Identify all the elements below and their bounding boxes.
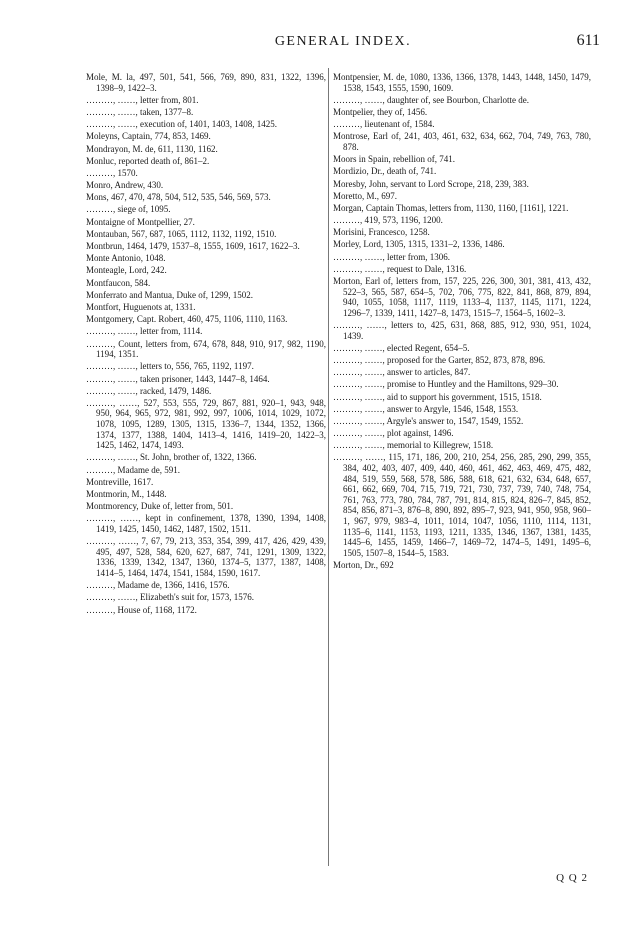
- index-entry: ………, ……, proposed for the Garter, 852, 873, 878, 896.: [333, 354, 546, 365]
- index-entry: Montrose, Earl of, 241, 403, 461, 632, 634, 662, 704, 749, 763, 780, 878.: [333, 131, 591, 152]
- index-entry: Montpensier, M. de, 1080, 1336, 1366, 1378, 1443, 1448, 1450, 1479, 1538, 1543, 1555, 1590, 1609.: [333, 72, 591, 93]
- index-entry: ………, ……, Argyle's answer to, 1547, 1549, 1552.: [333, 415, 524, 426]
- index-entry: ………, ……, St. John, brother of, 1322, 1366.: [86, 452, 257, 463]
- index-entry: Morley, Lord, 1305, 1315, 1331–2, 1336, 1486.: [333, 239, 505, 250]
- index-entry: Montauban, 567, 687, 1065, 1112, 1132, 1192, 1510.: [86, 228, 277, 239]
- index-entry: Morgan, Captain Thomas, letters from, 1130, 1160, [1161], 1221.: [333, 202, 569, 213]
- index-entry: Montmorin, M., 1448.: [86, 489, 167, 499]
- index-entry: Monro, Andrew, 430.: [86, 180, 164, 191]
- index-entry: Moretto, M., 697.: [333, 190, 397, 201]
- index-entry: Monferrato and Mantua, Duke of, 1299, 1502.: [86, 289, 253, 300]
- index-entry: Montgomery, Capt. Robert, 460, 475, 1106, 1110, 1163.: [86, 314, 288, 325]
- index-entry: Moleyns, Captain, 774, 853, 1469.: [86, 131, 211, 142]
- index-entry: Monluc, reported death of, 861–2.: [86, 155, 210, 166]
- index-entry: ………, ……, answer to articles, 847.: [333, 367, 471, 378]
- index-entry: ………, 419, 573, 1196, 1200.: [333, 215, 443, 226]
- index-entry: ………, ……, promise to Huntley and the Hamiltons, 929–30.: [333, 379, 559, 390]
- index-entry: ………, ……, 115, 171, 186, 200, 210, 254, 256, 285, 290, 299, 355, 384, 402, 403, 407, 409, 440, 460, 461, 462, 463, 469, 475, 482, 484, 519, 559, 568, 578, 586, 588, 618, 621, 632, 634, 648, 657, 661, 662, 669, 704, 715, 719, 721, 730, 737, 739, 740, 748, 754, 761, 763, 773, 780, 784, 787, 791, 814, 815, 824, 826–7, 845, 852, 854, 856, 871–3, 876–8, 890, 892, 895–7, 923, 941, 950, 958, 960–1, 967, 979, 983–4, 1011, 1014, 1047, 1056, 1110, 1114, 1131, 1135–6, 1141, 1153, 1193, 1211, 1335, 1346, 1367, 1381, 1435, 1445–6, 1455, 1459, 1466–7, 1469–72, 1474–5, 1491, 1495–6, 1505, 1507–8, 1544–5, 1583.: [333, 452, 591, 558]
- index-entry: Morisini, Francesco, 1258.: [333, 227, 430, 238]
- index-entry: ………, House of, 1168, 1172.: [86, 604, 197, 615]
- index-entry: ………, ……, elected Regent, 654–5.: [333, 342, 470, 353]
- index-entry: ………, ……, taken, 1377–8.: [86, 106, 194, 117]
- index-entry: ………, lieutenant of, 1584.: [333, 119, 435, 130]
- index-entry: Monteagle, Lord, 242.: [86, 265, 167, 276]
- index-entry: Montmorency, Duke of, letter from, 501.: [86, 501, 234, 512]
- index-entry: ………, ……, letter from, 1114.: [86, 326, 203, 337]
- index-entry: Morton, Earl of, letters from, 157, 225, 226, 300, 301, 381, 413, 432, 522–3, 565, 587, 654–5, 702, 706, 775, 822, 841, 868, 879, 894, 940, 1055, 1058, 1117, 1119, 1133–4, 1137, 1145, 1171, 1224, 1296–7, 1339, 1411, 1427–8, 1473, 1515–7, 1564–5, 1602–3.: [333, 276, 591, 318]
- index-entry: Mole, M. la, 497, 501, 541, 566, 769, 890, 831, 1322, 1396, 1398–9, 1422–3.: [86, 72, 326, 93]
- index-entry: ………, ……, letters to, 556, 765, 1192, 1197.: [86, 361, 254, 372]
- index-entry: Montreville, 1617.: [86, 476, 154, 487]
- running-header: [86, 30, 600, 54]
- index-entry: ………, ……, taken prisoner, 1443, 1447–8, 1464.: [86, 373, 270, 384]
- index-entry: Montfaucon, 584.: [86, 277, 151, 288]
- index-entry: ………, ……, aid to support his government, 1515, 1518.: [333, 391, 542, 402]
- index-entry: ………, ……, letter from, 1306.: [333, 251, 450, 262]
- signature-mark: Q Q 2: [556, 872, 588, 884]
- index-entry: ………, Madame de, 1366, 1416, 1576.: [86, 580, 230, 591]
- index-entry: ………, ……, plot against, 1496.: [333, 428, 454, 439]
- index-entry: Mons, 467, 470, 478, 504, 512, 535, 546, 569, 573.: [86, 192, 271, 203]
- index-entry: ………, ……, racked, 1479, 1486.: [86, 385, 212, 396]
- index-entry: ………, ……, kept in confinement, 1378, 1390, 1394, 1408, 1419, 1425, 1450, 1462, 1487, 1502, 1511.: [86, 513, 326, 534]
- index-entry: ………, siege of, 1095.: [86, 204, 171, 215]
- index-entry: Montbrun, 1464, 1479, 1537–8, 1555, 1609, 1617, 1622–3.: [86, 241, 300, 252]
- index-entry: ………, Madame de, 591.: [86, 464, 180, 475]
- index-entry: ………, ……, request to Dale, 1316.: [333, 263, 467, 274]
- index-entry: Monte Antonio, 1048.: [86, 253, 166, 264]
- index-entry: Montpelier, they of, 1456.: [333, 106, 428, 117]
- index-entry: ………, ……, execution of, 1401, 1403, 1408, 1425.: [86, 119, 277, 130]
- index-entry: ………, ……, daughter of, see Bourbon, Charlotte de.: [333, 94, 529, 105]
- index-entry: ………, Count, letters from, 674, 678, 848, 910, 917, 982, 1190, 1194, 1351.: [86, 338, 326, 360]
- index-entry: ………, ……, Elizabeth's suit for, 1573, 1576.: [86, 592, 254, 603]
- index-entry: Montfort, Huguenots at, 1331.: [86, 301, 196, 312]
- right-index-column: [333, 72, 591, 572]
- index-entry: ………, ……, 527, 553, 555, 729, 867, 881, 920–1, 943, 948, 950, 964, 965, 972, 981, 992, 997, 1006, 1014, 1029, 1072, 1078, 1095, 1289, 1305, 1315, 1336–7, 1344, 1352, 1366, 1374, 1377, 1388, 1404, 1413–4, 1416, 1419–20, 1422–3, 1425, 1462, 1474, 1493.: [86, 397, 326, 451]
- column-divider: [328, 68, 329, 866]
- index-entry: Moresby, John, servant to Lord Scrope, 218, 239, 383.: [333, 178, 529, 189]
- index-entry: ………, ……, letter from, 801.: [86, 94, 199, 105]
- index-entry: ………, ……, answer to Argyle, 1546, 1548, 1553.: [333, 403, 519, 414]
- index-entry: Mordizio, Dr., death of, 741.: [333, 166, 437, 177]
- index-entry: ………, ……, letters to, 425, 631, 868, 885, 912, 930, 951, 1024, 1439.: [333, 319, 591, 341]
- index-entry: Moors in Spain, rebellion of, 741.: [333, 154, 455, 165]
- left-index-column: [86, 72, 326, 617]
- index-entry: Montaigne of Montpellier, 27.: [86, 216, 195, 227]
- page-title: GENERAL INDEX.: [274, 34, 412, 49]
- index-entry: ………, ……, memorial to Killegrew, 1518.: [333, 440, 494, 451]
- index-entry: ………, ……, 7, 67, 79, 213, 353, 354, 399, 417, 426, 429, 439, 495, 497, 528, 584, 620, 627, 687, 741, 1291, 1309, 1322, 1336, 1339, 1342, 1347, 1360, 1374–5, 1377, 1387, 1408, 1414–5, 1464, 1474, 1541, 1584, 1590, 1617.: [86, 536, 326, 578]
- index-entry: Morton, Dr., 692: [333, 559, 394, 570]
- page-number: 611: [576, 32, 600, 49]
- index-entry: Mondrayon, M. de, 611, 1130, 1162.: [86, 143, 218, 154]
- index-entry: ………, 1570.: [86, 167, 138, 178]
